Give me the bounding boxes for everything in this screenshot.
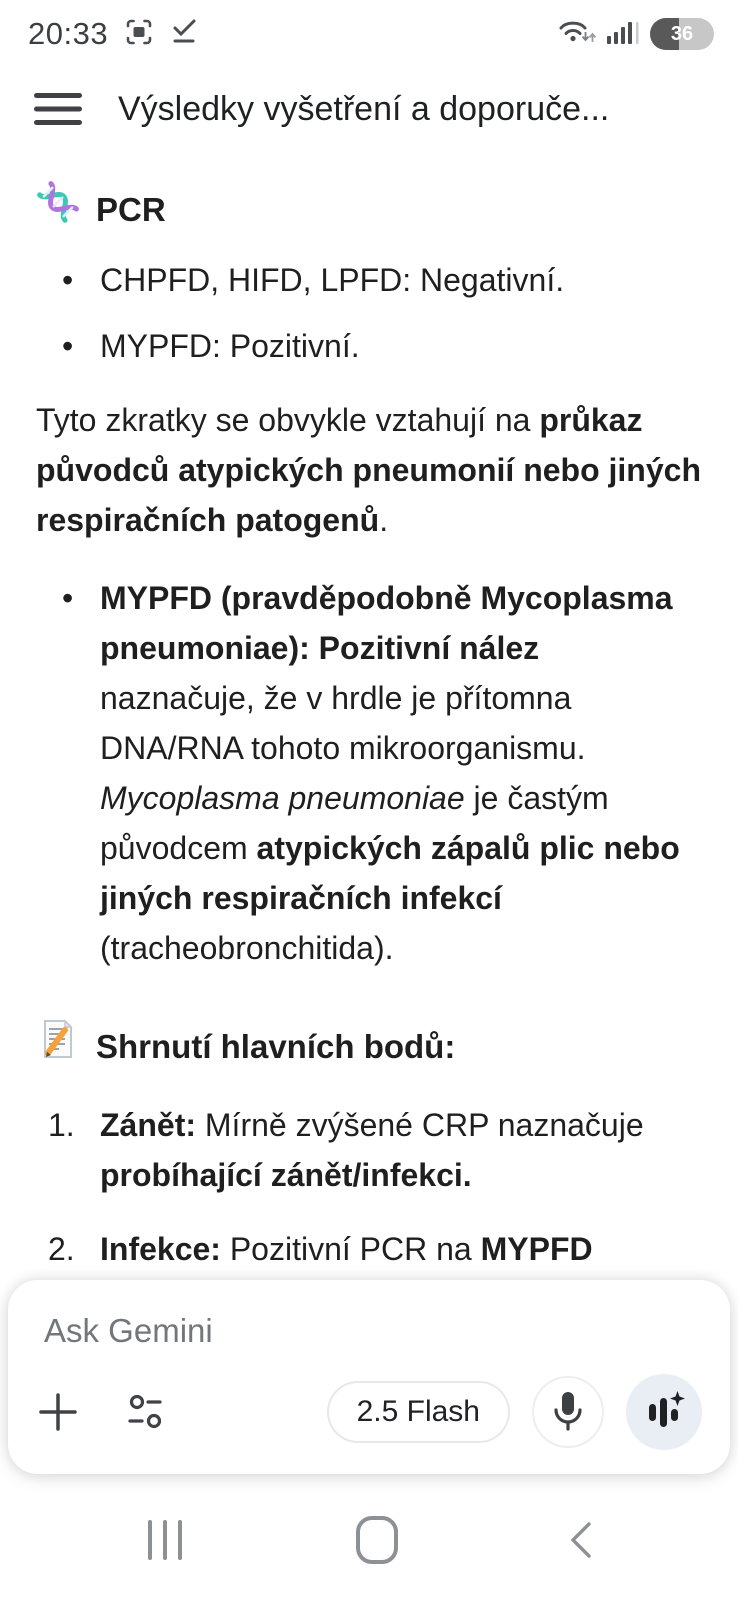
pcr-result-list [36, 255, 702, 371]
status-right [558, 16, 714, 53]
battery-indicator [650, 18, 714, 50]
navigation-bar [0, 1480, 738, 1600]
conversation-title[interactable]: Výsledky vyšetření a doporuče... [118, 89, 610, 128]
pcr-section-heading [36, 180, 702, 239]
check-underline-icon [170, 18, 198, 51]
status-bar [0, 0, 738, 60]
signal-icon [606, 18, 640, 51]
avatar[interactable]: A [648, 77, 712, 141]
explanation-paragraph: Tyto zkratky se obvykle vztahují na průkaz původců atypických pneumonií nebo jiných respiračních patogenů. [36, 402, 701, 538]
list-item: • MYPFD (pravděpodobně Mycoplasma pneumoniae): Pozitivní nález naznačuje, že v hrdle je přítomna DNA/RNA tohoto mikroorganismu. Mycoplasma pneumoniae je častým původcem atypických zápalů plic nebo jiných respiračních infekcí (tracheobronchitida). [36, 573, 702, 973]
list-item: • CHPFD, HIFD, LPFD: Negativní. [36, 255, 702, 305]
home-icon[interactable] [356, 1516, 398, 1564]
pcr-heading-text: PCR [96, 190, 166, 228]
mypfd-detail-list [36, 573, 702, 973]
clock: 20:33 [28, 16, 109, 51]
list-number: 2. [48, 1231, 75, 1267]
chat-response [0, 158, 738, 1324]
list-item [36, 1100, 702, 1200]
plus-icon[interactable] [36, 1390, 80, 1434]
app-bar [0, 60, 738, 158]
list-item-text: Infekce: Pozitivní PCR na MYPFD [100, 1231, 593, 1267]
tune-icon[interactable] [126, 1395, 174, 1429]
list-number: 1. [48, 1107, 75, 1143]
battery-percent: 36 [670, 22, 694, 45]
list-item: • MYPFD: Pozitivní. [36, 321, 702, 371]
dna-emoji-icon [36, 180, 80, 239]
wifi-icon [558, 16, 596, 53]
composer-card [8, 1280, 730, 1474]
back-icon[interactable] [568, 1520, 594, 1560]
gemini-live-icon[interactable] [626, 1374, 702, 1450]
summary-heading-text: Shrnutí hlavních bodů: [96, 1027, 456, 1065]
list-item-text: Zánět: Mírně zvýšené CRP naznačuje probíhající zánět/infekci. [100, 1107, 644, 1193]
screenshot-icon [124, 17, 154, 52]
mic-icon[interactable] [532, 1376, 604, 1448]
model-selector[interactable]: 2.5 Flash [327, 1381, 510, 1443]
composer-toolbar [36, 1374, 702, 1450]
memo-emoji-icon [36, 1017, 80, 1076]
summary-section-heading [36, 1017, 702, 1076]
menu-icon[interactable] [34, 91, 82, 127]
status-left [28, 16, 198, 52]
recents-icon[interactable] [144, 1516, 186, 1564]
prompt-input[interactable] [36, 1304, 718, 1358]
